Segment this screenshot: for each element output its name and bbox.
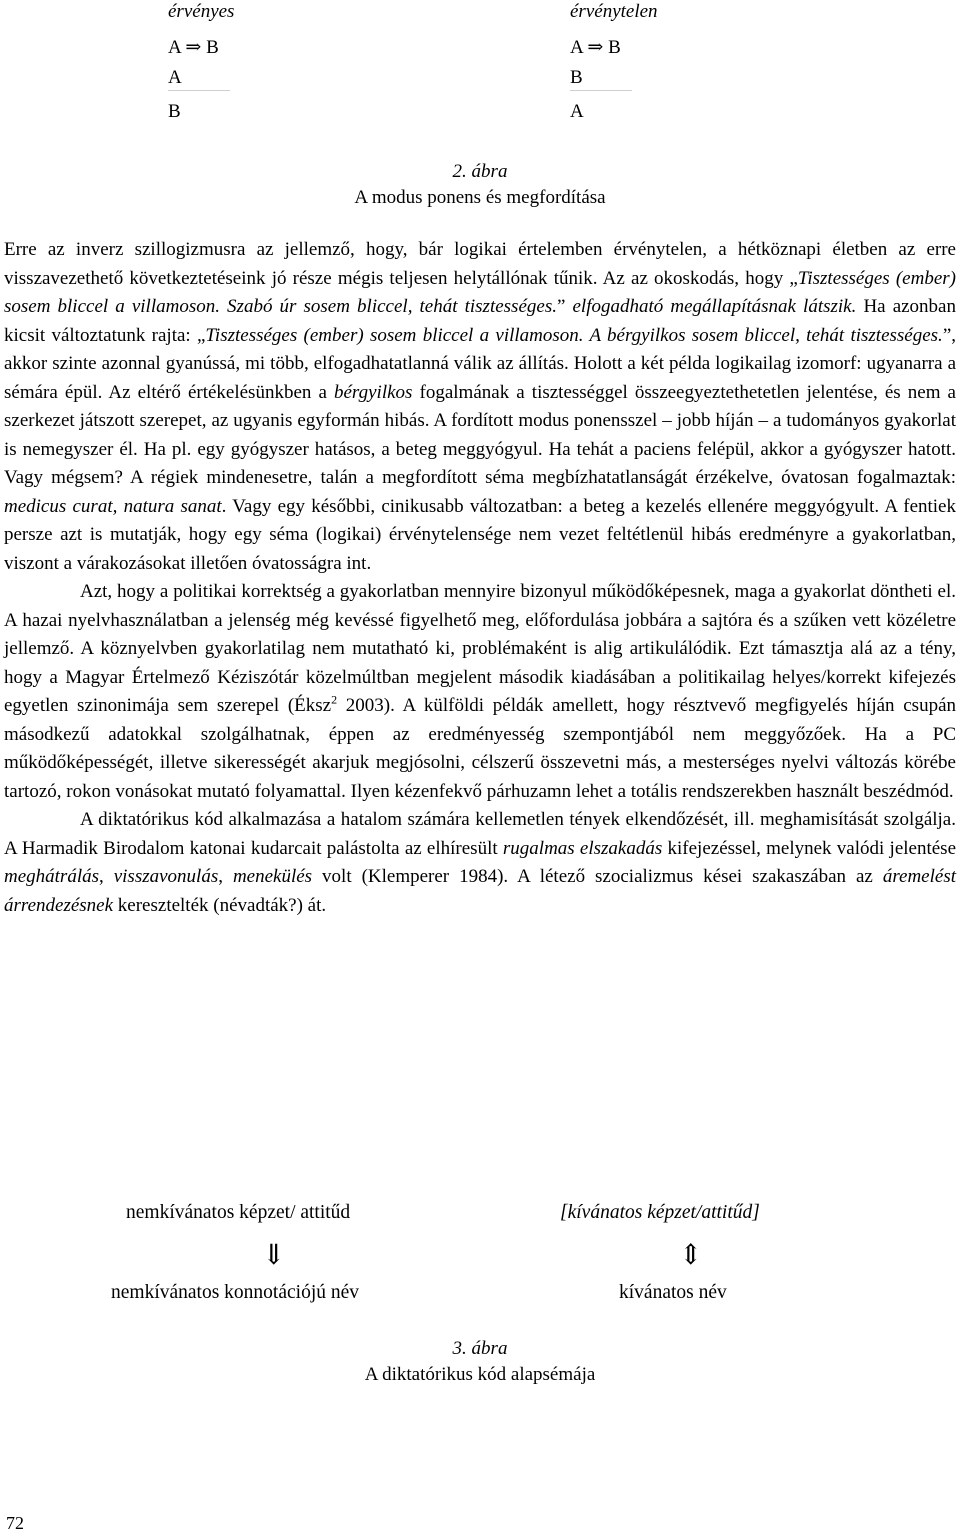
p1-run-3: elfogadható megállapításnak látszik. [572, 296, 857, 317]
valid-conclusion: B [168, 101, 181, 122]
valid-premise-2: A [168, 67, 182, 88]
p1-run-9: medicus curat, natura sanat [4, 495, 222, 517]
paragraph-inverse-syllogism [4, 236, 956, 578]
p1-run-10: . Vagy egy későbbi, cinikusabb változatban: a beteg a kezelés ellenére meggyógyult. A fentiek persze azt is mutatják, hogy egy séma (logikai) érvénytelensége nem vezet feltétlenül hibás eredményre a gyakorlatban, viszont a várakozásokat illetően óvatosságra int. [4, 495, 956, 574]
paragraph-2-text-b: 2003). A külföldi példák amellett, hogy résztvevő megfigyelés híján csupán másodkezű adatokkal szolgálhatnak, éppen az eredményesség szempontjából nem meggyőzőek. Ha a PC működőképességét, illetve sikerességét akarjuk megjósolni, célszerű összevetni más, a mesterséges nyelvi változás körébe tartozó, rokon vonásokat mutató folyamattal. Ilyen kézenfekvő párhuzamn lehet a totális rendszerekben használt beszédmód. [4, 695, 956, 802]
figure-2-title: A modus ponens és megfordítása [354, 187, 606, 208]
p3-run-0: A diktatórikus kód alkalmazása a hatalom számára kellemetlen tények elkendőzését, ill. meghamisítását szolgálja. A Harmadik Birodalom katonai kudarcait palástolta az elhíresült [4, 809, 956, 859]
paragraph-dictatorial-code [4, 806, 956, 920]
p1-run-5: Tisztességes (ember) sosem bliccel a villamoson. A bérgyilkos sosem bliccel, tehát tisztességes. [205, 324, 943, 346]
p1-run-1: Tisztességes (ember) sosem bliccel a villamoson. Szabó úr sosem bliccel, tehát tisztességes. [4, 267, 956, 317]
paragraph-political-correctness [4, 578, 956, 806]
p3-run-8: volt (Klemperer 1984). A létező szocializmus kései szakaszában az [312, 866, 883, 887]
up-down-double-arrow-icon: ⇕ [679, 1240, 703, 1271]
p1-run-8: fogalmának a tisztességgel összeegyeztethetetlen jelentése, és nem a szerkezet játszott szerepet, az ugyanis egyformán hibás. A fordított modus ponensszel – jobb híján – a tudományos gyakorlat is nemegyszer él. Ha pl. egy gyógyszer hatásos, a beteg meggyógyul. Ha tehát a paciens felépül, akkor a gyógyszer hatott. Vagy mégsem? A régiek mindenesetre, talán a megfordított séma megbízhatatlanságát érzékelve, óvatosan fogalmaztak: [4, 381, 956, 488]
p3-run-7: menekülés [232, 866, 313, 887]
figure-3-number: 3. ábra [452, 1338, 508, 1359]
p1-run-6: ”, akkor szinte azonnal gyanússá, mi több, elfogadhatatlanná válik az állítás. Holott a két példa logikailag izomorf: ugyanarra a sémára épül. Az eltérő értékelésünkben a [4, 324, 956, 403]
page-number: 72 [6, 1513, 24, 1533]
invalid-syllogism [570, 33, 632, 127]
p3-run-6: , [218, 866, 233, 887]
down-double-arrow-icon: ⇓ [262, 1240, 286, 1271]
p1-run-2: ” [556, 296, 573, 317]
figure-3-left-bottom: nemkívánatos konnotációjú név [111, 1282, 360, 1303]
invalid-conclusion-rule [570, 90, 632, 91]
valid-label: érvényes [168, 1, 235, 22]
paragraph-2-text-a: Azt, hogy a politikai korrektség a gyakorlatban mennyire bizonyul működőképesnek, maga a gyakorlat döntheti el. A hazai nyelvhasználatban a jelenség még kevéssé figyelhető meg, előfordulása jobbára a sajtóra és a szűken vett közéletre jellemző. A köznyelvben gyakorlatilag nem mutatható ki, problémaként is alig artikulálódik. Ezt támasztja alá az a tény, hogy a Magyar Értelmező Kéziszótár közelmúltban megjelent második kiadásában a politikailag helyes/korrekt kifejezés egyetlen szinonimája sem szerepel (Éksz [4, 581, 956, 716]
figure-3-right-bottom: kívánatos név [619, 1282, 727, 1303]
figure-3-right-top: [kívánatos képzet/attitűd] [560, 1202, 760, 1223]
invalid-premise-1: A ⇒ B [570, 37, 621, 58]
p1-run-4: Ha azonban kicsit változtatunk rajta: „ [4, 296, 956, 346]
p3-run-9: áremelést árrendezésnek [4, 866, 957, 916]
invalid-premise-2: B [570, 67, 583, 88]
valid-conclusion-rule [168, 90, 230, 91]
invalid-conclusion: A [570, 101, 584, 122]
footnote-sup: 2 [331, 692, 338, 707]
body-text [4, 236, 956, 920]
p3-run-3: meghátrálás [4, 866, 99, 887]
figure-3-title: A diktatórikus kód alapsémája [364, 1364, 596, 1385]
figure-2-number: 2. ábra [452, 161, 508, 182]
valid-syllogism [168, 33, 230, 127]
p3-run-2: kifejezéssel, melynek valódi jelentése [662, 837, 957, 859]
p3-run-10: keresztelték (névadták?) át. [113, 894, 327, 916]
p3-run-1: rugalmas elszakadás [502, 837, 663, 859]
p3-run-4: , [99, 866, 114, 887]
p1-run-0: Erre az inverz szillogizmusra az jellemző, hogy, bár logikai értelemben érvénytelen, a hétköznapi életben az erre visszavezethető következtetéseink jó része mégis teljesen helytállónak tűnik. Az az okoskodás, hogy „ [4, 239, 956, 289]
p1-run-7: bérgyilkos [333, 381, 413, 403]
valid-premise-1: A ⇒ B [168, 37, 219, 58]
figure-3-left-top: nemkívánatos képzet/ attitűd [126, 1202, 351, 1223]
invalid-label: érvénytelen [570, 1, 658, 22]
p3-run-5: visszavonulás [113, 866, 219, 887]
